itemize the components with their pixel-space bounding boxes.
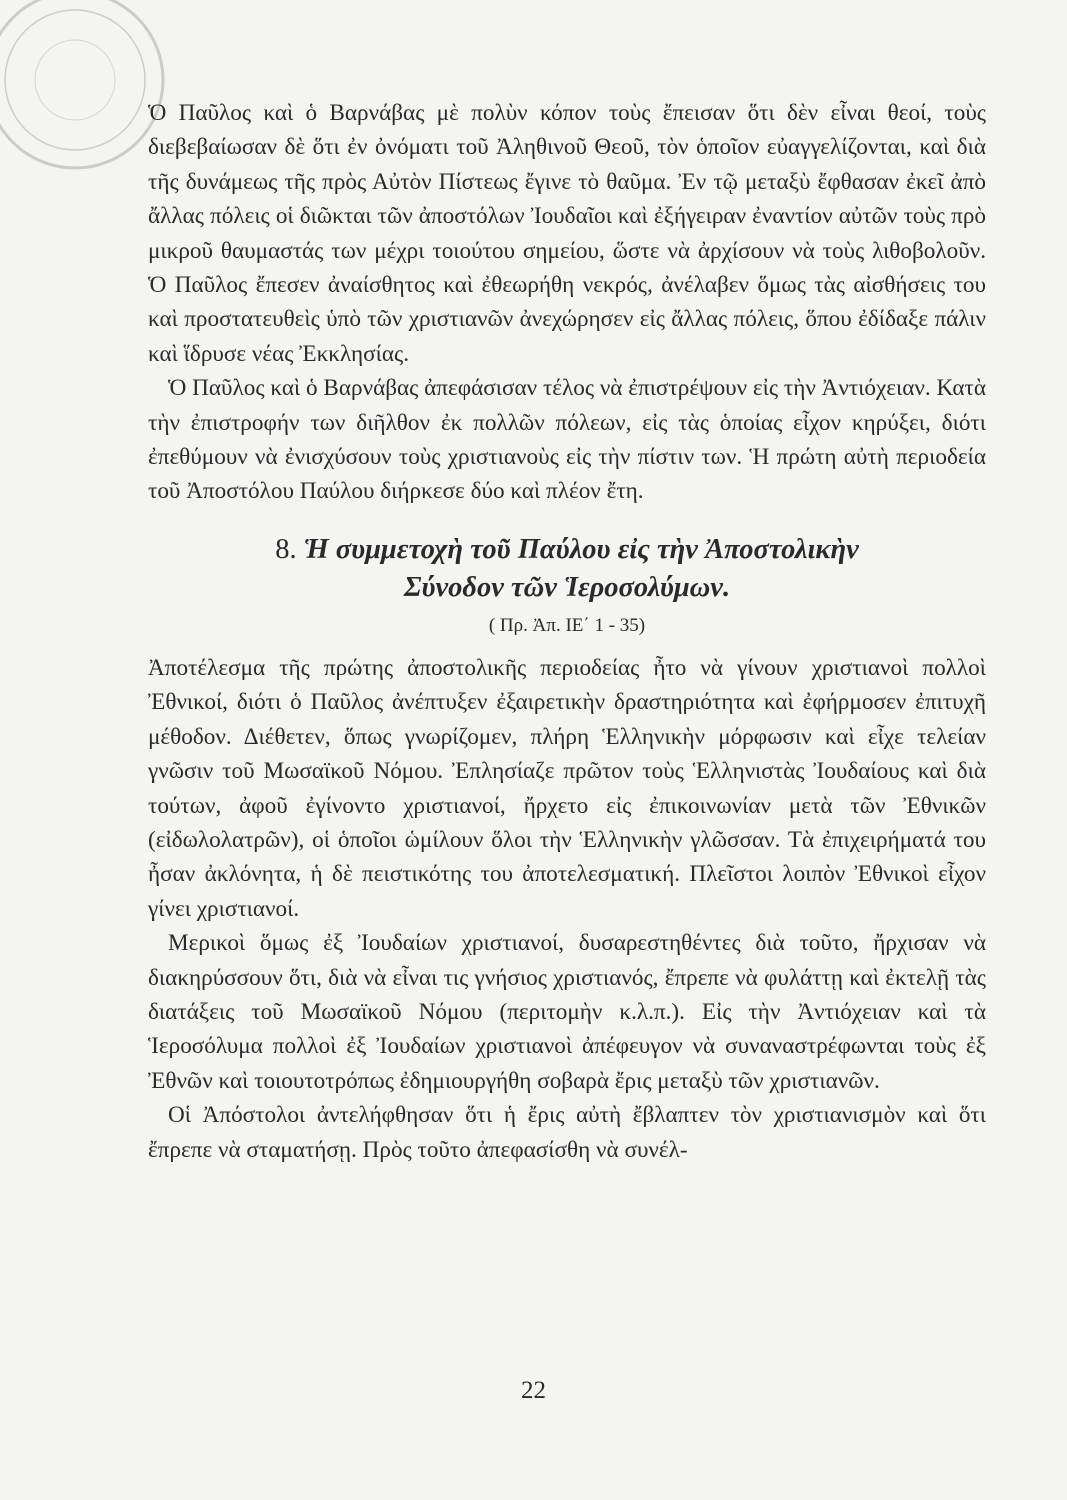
page-number: 22 xyxy=(521,1377,546,1404)
section-title-line-1: Ἡ συμμετοχὴ τοῦ Παύλου εἰς τὴν Ἀποστολικὴν xyxy=(303,533,859,565)
section-number: 8. xyxy=(275,533,297,565)
page-body xyxy=(148,96,986,1167)
paragraph-4: Μερικοὶ ὅμως ἐξ Ἰουδαίων χριστιανοί, δυσαρεστηθέντες διὰ τοῦτο, ἤρχισαν νὰ διακηρύσσουν ὅτι, διὰ νὰ εἶναι τις γνήσιος χριστιανός, ἔπρεπε νὰ φυλάττῃ καὶ ἐκτελῇ τὰς διατάξεις τοῦ Μωσαϊκοῦ Νόμου (περιτομὴν κ.λ.π.). Εἰς τὴν Ἀντιόχειαν καὶ τὰ Ἱεροσόλυμα πολλοὶ ἐξ Ἰουδαίων χριστιανοὶ ἀπέφευγον νὰ συναναστρέφωνται τοὺς ἐξ Ἐθνῶν καὶ τοιουτοτρόπως ἐδημιουργήθη σοβαρὰ ἔρις μεταξὺ τῶν χριστιανῶν. xyxy=(148,930,986,1094)
paragraph-5: Οἱ Ἀπόστολοι ἀντελήφθησαν ὅτι ἡ ἔρις αὐτὴ ἔβλαπτεν τὸν χριστιανισμὸν καὶ ὅτι ἔπρεπε νὰ σταματήσῃ. Πρὸς τοῦτο ἀπεφασίσθη νὰ συνέλ- xyxy=(148,1102,986,1163)
paragraph-3: Ἀποτέλεσμα τῆς πρώτης ἀποστολικῆς περιοδείας ἦτο νὰ γίνουν χριστιανοὶ πολλοὶ Ἐθνικοί, διότι ὁ Παῦλος ἀνέπτυξεν ἐξαιρετικὴν δραστηριότητα καὶ ἐφήρμοσεν ἐπιτυχῆ μέθοδον. Διέθετεν, ὅπως γνωρίζομεν, πλήρη Ἑλληνικὴν μόρφωσιν καὶ εἶχε τελείαν γνῶσιν τοῦ Μωσαϊκοῦ Νόμου. Ἐπλησίαζε πρῶτον τοὺς Ἑλληνιστὰς Ἰουδαίους καὶ διὰ τούτων, ἀφοῦ ἐγίνοντο χριστιανοί, ἤρχετο εἰς ἐπικοινωνίαν μετὰ τῶν Ἐθνικῶν (εἰδωλολατρῶν), οἱ ὁποῖοι ὡμίλουν ὅλοι τὴν Ἑλληνικὴν γλῶσσαν. Τὰ ἐπιχειρήματά του ἦσαν ἀκλόνητα, ἡ δὲ πειστικότης του ἀποτελεσματική. Πλεῖστοι λοιπὸν Ἐθνικοὶ εἶχον γίνει χριστιανοί. xyxy=(148,654,986,922)
paragraph-1: Ὁ Παῦλος καὶ ὁ Βαρνάβας μὲ πολὺν κόπον τοὺς ἔπεισαν ὅτι δὲν εἶναι θεοί, τοὺς διεβεβαίωσαν δὲ ὅτι ἐν ὀνόματι τοῦ Ἀληθινοῦ Θεοῦ, τὸν ὁποῖον εὐαγγελίζονται, καὶ διὰ τῆς δυνάμεως τῆς πρὸς Αὐτὸν Πίστεως ἔγινε τὸ θαῦμα. Ἐν τῷ μεταξὺ ἔφθασαν ἐκεῖ ἀπὸ ἄλλας πόλεις οἱ διῶκται τῶν ἀποστόλων Ἰουδαῖοι καὶ ἐξήγειραν ἐναντίον αὐτῶν τοὺς πρὸ μικροῦ θαυμαστάς των μέχρι τοιούτου σημείου, ὥστε νὰ ἀρχίσουν νὰ τοὺς λιθοβολοῦν. Ὁ Παῦλος ἔπεσεν ἀναίσθητος καὶ ἐθεωρήθη νεκρός, ἀνέλαβεν ὅμως τὰς αἰσθήσεις του καὶ προστατευθεὶς ὑπὸ τῶν χριστιανῶν ἀνεχώρησεν εἰς ἄλλας πόλεις, ὅπου ἐδίδαξε πάλιν καὶ ἵδρυσε νέας Ἐκκλησίας. xyxy=(148,100,986,367)
paragraph-2: Ὁ Παῦλος καὶ ὁ Βαρνάβας ἀπεφάσισαν τέλος νὰ ἐπιστρέψουν εἰς τὴν Ἀντιόχειαν. Κατὰ τὴν ἐπιστροφήν των διῆλθον ἐκ πολλῶν πόλεων, εἰς τὰς ὁποίας εἶχον κηρύξει, διότι ἐπεθύμουν νὰ ἐνισχύσουν τοὺς χριστιανοὺς εἰς τὴν πίστιν των. Ἡ πρώτη αὐτὴ περιοδεία τοῦ Ἀποστόλου Παύλου διήρκεσε δύο καὶ πλέον ἔτη. xyxy=(148,375,986,505)
scripture-reference: ( Πρ. Ἀπ. ΙΕ΄ 1 - 35) xyxy=(488,614,646,636)
section-heading xyxy=(148,531,986,607)
section-title-line-2: Σύνοδον τῶν Ἱεροσολύμων. xyxy=(403,571,731,603)
